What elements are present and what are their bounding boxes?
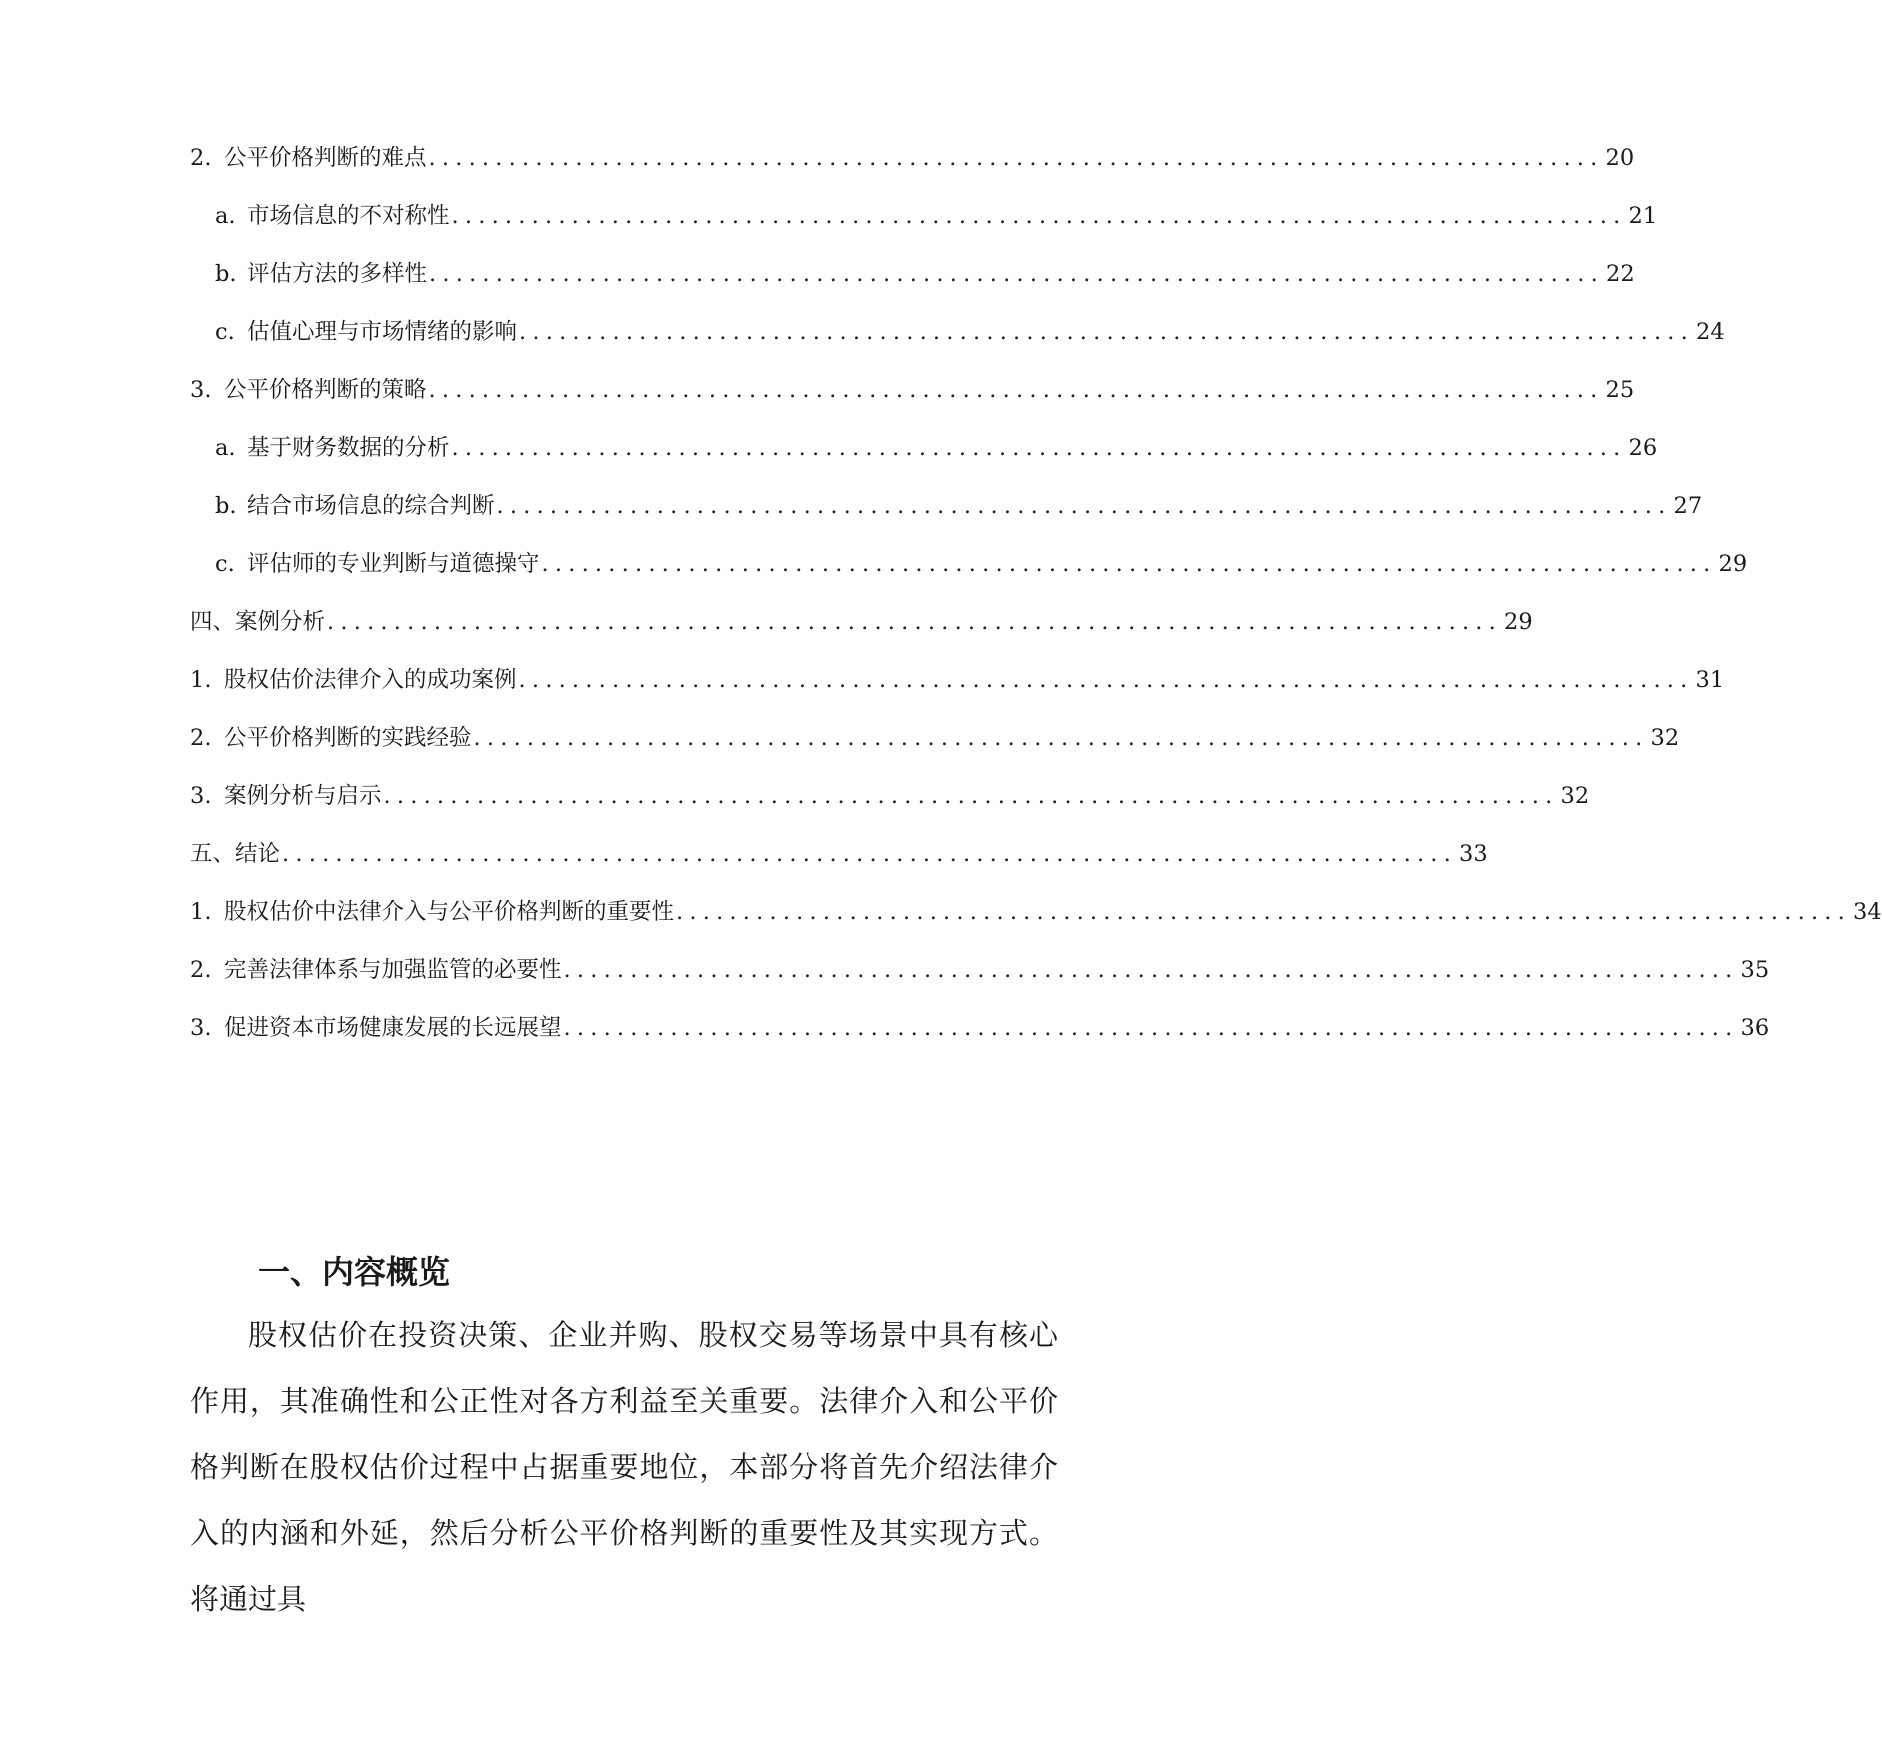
toc-entry-title: 估值心理与市场情绪的影响 xyxy=(247,319,518,345)
toc-leader-dots: ........................................................................................ xyxy=(383,783,1559,809)
toc-leader-dots: ........................................................................................ xyxy=(519,319,1695,345)
toc-entry-number: 2. xyxy=(190,725,212,751)
toc-entry[interactable] xyxy=(215,254,1635,294)
toc-entry-number: 1. xyxy=(190,667,212,693)
section-heading: 一、内容概览 xyxy=(258,1253,451,1292)
toc-entry[interactable] xyxy=(190,834,1488,874)
toc-leader-dots: ........................................................................................ xyxy=(428,377,1604,403)
toc-entry-title: 五、结论 xyxy=(190,841,281,867)
toc-entry[interactable] xyxy=(190,660,1725,700)
toc-entry-title: 结合市场信息的综合判断 xyxy=(247,493,495,519)
toc-entry-page: 27 xyxy=(1673,493,1703,519)
toc-entry[interactable] xyxy=(190,718,1680,758)
toc-entry-title: 四、案例分析 xyxy=(190,609,326,635)
toc-leader-dots: ........................................................................................ xyxy=(541,551,1717,577)
toc-entry[interactable] xyxy=(215,428,1658,468)
toc-leader-dots: ........................................................................................ xyxy=(473,725,1649,751)
toc-entry-page: 21 xyxy=(1628,203,1658,229)
toc-entry-title: 完善法律体系与加强监管的必要性 xyxy=(224,957,562,983)
toc-entry-title: 市场信息的不对称性 xyxy=(247,203,450,229)
toc-entry[interactable] xyxy=(190,602,1533,642)
toc-entry-number: c. xyxy=(215,551,235,577)
toc-leader-dots: ........................................................................................ xyxy=(563,1015,1739,1041)
toc-entry-page: 32 xyxy=(1560,783,1590,809)
toc-entry-page: 32 xyxy=(1650,725,1680,751)
toc-leader-dots: ........................................................................................ xyxy=(451,203,1627,229)
toc-entry[interactable] xyxy=(190,776,1590,816)
toc-entry-number: 3. xyxy=(190,1015,212,1041)
toc-entry[interactable] xyxy=(215,486,1703,526)
toc-entry-page: 26 xyxy=(1628,435,1658,461)
toc-entry-page: 24 xyxy=(1696,319,1725,345)
toc-leader-dots: ........................................................................................ xyxy=(428,145,1604,171)
toc-entry-number: c. xyxy=(215,319,235,345)
toc-entry-number: a. xyxy=(215,435,236,461)
toc-entry[interactable] xyxy=(190,892,1882,932)
toc-entry[interactable] xyxy=(215,544,1748,584)
toc-entry-number: a. xyxy=(215,203,236,229)
toc-entry-title: 股权估价中法律介入与公平价格判断的重要性 xyxy=(224,899,675,925)
toc-entry-title: 促进资本市场健康发展的长远展望 xyxy=(224,1015,562,1041)
toc-entry-title: 公平价格判断的策略 xyxy=(224,377,427,403)
toc-entry-number: 3. xyxy=(190,377,212,403)
toc-entry-title: 评估师的专业判断与道德操守 xyxy=(247,551,540,577)
toc-leader-dots: ........................................................................................ xyxy=(676,899,1852,925)
toc-entry-page: 33 xyxy=(1459,841,1488,867)
toc-entry-page: 29 xyxy=(1718,551,1748,577)
toc-entry-page: 29 xyxy=(1504,609,1533,635)
toc-entry[interactable] xyxy=(215,312,1725,352)
toc-leader-dots: ........................................................................................ xyxy=(563,957,1739,983)
toc-entry-page: 22 xyxy=(1606,261,1635,287)
toc-entry-page: 35 xyxy=(1740,957,1770,983)
toc-entry-title: 评估方法的多样性 xyxy=(247,261,428,287)
toc-entry-page: 20 xyxy=(1605,145,1635,171)
toc-leader-dots: ........................................................................................ xyxy=(451,435,1627,461)
toc-entry[interactable] xyxy=(190,950,1770,990)
toc-leader-dots: ........................................................................................ xyxy=(429,261,1605,287)
toc-entry-number: 3. xyxy=(190,783,212,809)
toc-entry[interactable] xyxy=(215,196,1658,236)
toc-entry-title: 公平价格判断的实践经验 xyxy=(224,725,472,751)
toc-leader-dots: ........................................................................................ xyxy=(518,667,1694,693)
toc-entry-number: 1. xyxy=(190,899,212,925)
toc-entry-page: 36 xyxy=(1740,1015,1770,1041)
toc-entry-title: 股权估价法律介入的成功案例 xyxy=(224,667,517,693)
toc-entry-page: 25 xyxy=(1605,377,1635,403)
toc-entry-title: 基于财务数据的分析 xyxy=(247,435,450,461)
toc-entry-title: 案例分析与启示 xyxy=(224,783,382,809)
toc-entry-title: 公平价格判断的难点 xyxy=(224,145,427,171)
toc-entry[interactable] xyxy=(190,370,1635,410)
toc-entry-number: 2. xyxy=(190,957,212,983)
toc-entry-page: 34 xyxy=(1853,899,1882,925)
body-paragraph: 股权估价在投资决策、企业并购、股权交易等场景中具有核心作用，其准确性和公正性对各方利益至关重要。法律介入和公平价格判断在股权估价过程中占据重要地位，本部分将首先介绍法律介入的内涵和外延，然后分析公平价格判断的重要性及其实现方式。将通过具 xyxy=(190,1318,1058,1616)
toc-entry-number: b. xyxy=(215,261,237,287)
toc-leader-dots: ........................................................................................ xyxy=(282,841,1458,867)
toc-entry-number: 2. xyxy=(190,145,212,171)
toc-entry[interactable] xyxy=(190,138,1635,178)
toc-leader-dots: ........................................................................................ xyxy=(496,493,1672,519)
toc-entry-number: b. xyxy=(215,493,237,519)
toc-entry-page: 31 xyxy=(1695,667,1725,693)
toc-entry[interactable] xyxy=(190,1008,1770,1048)
toc-leader-dots: ........................................................................................ xyxy=(327,609,1503,635)
